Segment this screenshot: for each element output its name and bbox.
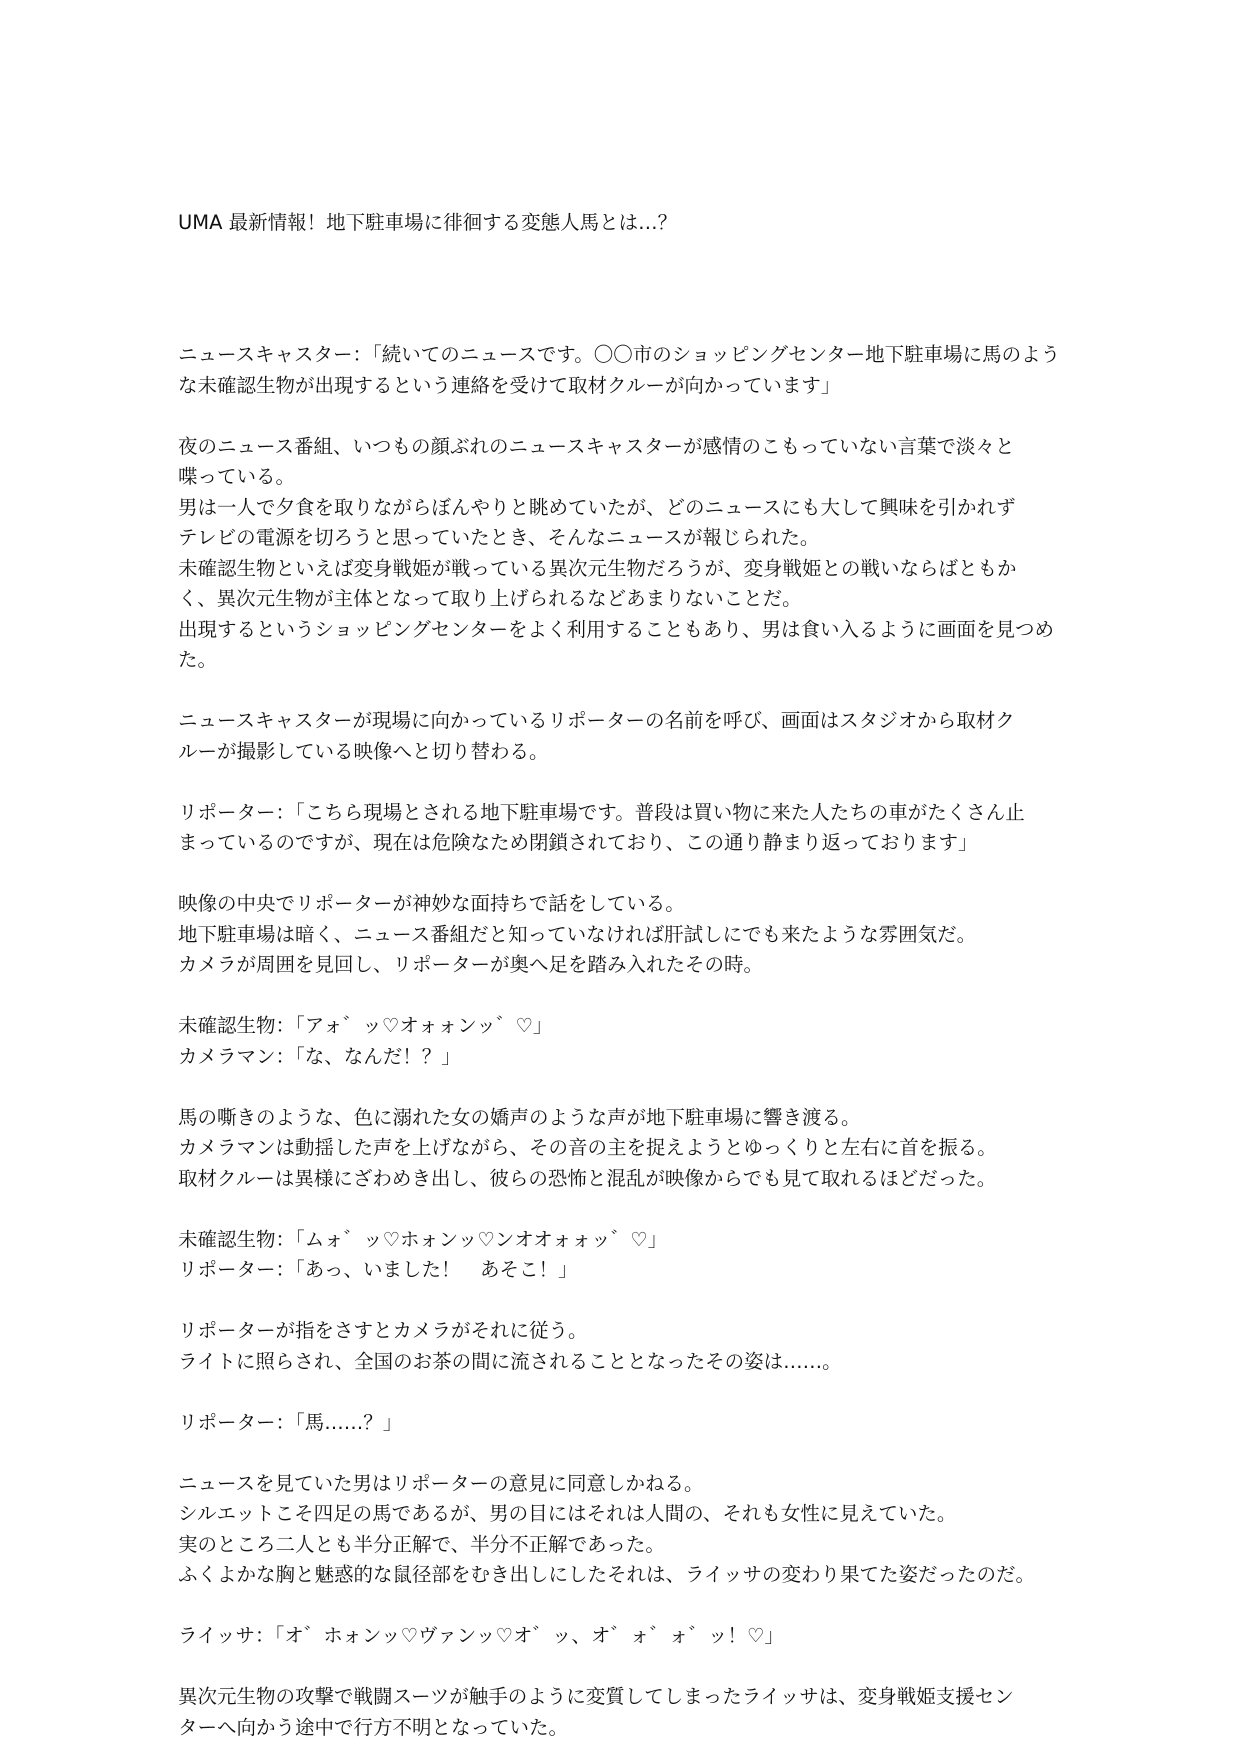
text-line: 夜のニュース番組、いつもの顔ぶれのニュースキャスターが感情のこもっていない言葉で淡々と <box>178 434 1015 458</box>
text-line: 男は一人で夕食を取りながらぼんやりと眺めていたが、どのニュースにも大して興味を引かれず <box>178 495 1016 519</box>
text-line: リポーター：「あっ、いました！ あそこ！」 <box>178 1258 578 1281</box>
text-line: 異次元生物の攻撃で戦闘スーツが触手のように変質してしまったライッサは、変身戦姫支援セン <box>178 1685 1014 1708</box>
text-line: た。 <box>178 648 218 671</box>
text-line: ターへ向かう途中で行方不明となっていた。 <box>178 1715 569 1739</box>
text-line: リポーターが指をさすとカメラがそれに従う。 <box>178 1319 588 1342</box>
blank-line <box>178 859 1098 890</box>
text-line: 映像の中央でリポーターが神妙な面持ちで話をしている。 <box>178 892 685 915</box>
blank-line <box>178 1286 1098 1317</box>
text-line: まっているのですが、現在は危険なため閉鎖されており、この通り静まり返っております」 <box>178 831 978 854</box>
blank-line <box>178 1652 1098 1683</box>
blank-line <box>178 981 1098 1012</box>
text-line: ふくよかな胸と魅惑的な鼠径部をむき出しにしたそれは、ライッサの変わり果てた姿だったのだ。 <box>178 1563 1036 1586</box>
text-line: な未確認生物が出現するという連絡を受けて取材クルーが向かっています」 <box>178 373 841 397</box>
text-line: リポーター：「馬……？」 <box>178 1410 403 1434</box>
text-line: 未確認生物といえば変身戦姫が戦っている異次元生物だろうが、変身戦姫との戦いならばともか <box>178 556 1017 580</box>
text-line: 取材クルーは異様にざわめき出し、彼らの恐怖と混乱が映像からでも見て取れるほどだった。 <box>178 1166 997 1190</box>
text-line: ニュースを見ていた男はリポーターの意見に同意しかねる。 <box>178 1471 704 1495</box>
text-line: ライッサ：「オ゛ホォンッ♡ヴァンッ♡オ゛ッ、オ゛ォ゛ォ゛ッ！♡」 <box>178 1624 784 1647</box>
text-line: シルエットこそ四足の馬であるが、男の目にはそれは人間の、それも女性に見えていた。 <box>178 1502 957 1525</box>
text-line: テレビの電源を切ろうと思っていたとき、そんなニュースが報じられた。 <box>178 526 820 549</box>
text-line: 馬の嘶きのような、色に溺れた女の嬌声のような声が地下駐車場に響き渡る。 <box>178 1105 861 1129</box>
text-line: 実のところ二人とも半分正解で、半分不正解であった。 <box>178 1532 665 1556</box>
text-line: 出現するというショッピングセンターをよく利用することもあり、男は食い入るように画面を見つめ <box>178 617 1054 641</box>
blank-line <box>178 1591 1098 1622</box>
text-line: ライトに照らされ、全国のお茶の間に流されることとなったその姿は……。 <box>178 1349 842 1373</box>
text-line: 喋っている。 <box>178 465 296 488</box>
document-title: UMA 最新情報！地下駐車場に徘徊する変態人馬とは…？ <box>178 211 678 234</box>
blank-line <box>178 767 1098 798</box>
text-line: 未確認生物：「ムォ゛ッ♡ホォンッ♡ンオオォォッ゛♡」 <box>178 1227 668 1251</box>
text-line: ニュースキャスターが現場に向かっているリポーターの名前を呼び、画面はスタジオから取材ク <box>178 709 1015 732</box>
text-line: 未確認生物：「アォ゛ッ♡オォォンッ゛♡」 <box>178 1014 553 1037</box>
text-line: く、異次元生物が主体となって取り上げられるなどあまりないことだ。 <box>178 587 802 610</box>
text-line: カメラマンは動揺した声を上げながら、その音の主を捉えようとゆっくりと左右に首を振る。 <box>178 1136 997 1159</box>
blank-line <box>178 401 1098 432</box>
blank-line <box>178 1438 1098 1469</box>
document-body <box>178 340 1098 1743</box>
blank-line <box>178 1377 1098 1408</box>
blank-line <box>178 1072 1098 1103</box>
text-line: ルーが撮影している映像へと切り替わる。 <box>178 739 549 763</box>
blank-line <box>178 676 1098 707</box>
text-line: リポーター：「こちら現場とされる地下駐車場です。普段は買い物に来た人たちの車がたくさん止 <box>178 800 1025 824</box>
text-line: 地下駐車場は暗く、ニュース番組だと知っていなければ肝試しにでも来たような雰囲気だ。 <box>178 922 977 946</box>
blank-line <box>178 1194 1098 1225</box>
text-line: ニュースキャスター：「続いてのニュースです。〇〇市のショッピングセンター地下駐車場に馬のよう <box>178 343 1061 366</box>
text-line: カメラが周囲を見回し、リポーターが奥へ足を踏み入れたその時。 <box>178 953 764 976</box>
text-line: カメラマン：「な、なんだ！？」 <box>178 1044 461 1068</box>
